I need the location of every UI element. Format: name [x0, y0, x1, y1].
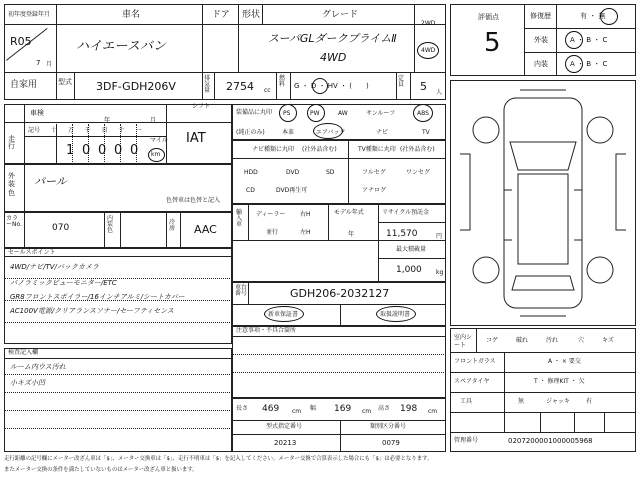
type-no-label: 型式指定番号: [266, 423, 303, 430]
spare-label: スペアタイヤ: [454, 378, 490, 385]
equipment-sub-label: (純正のみ): [236, 129, 265, 136]
footer-note-2: またメーター交換の条件を満たしていないものはメーター改ざん車と扱います。: [4, 467, 198, 473]
displacement-unit: cc: [264, 87, 271, 94]
color-label: 外装色: [8, 172, 15, 197]
tv-note: (社外品含む): [400, 146, 435, 153]
shift-value: IAT: [186, 131, 206, 146]
jack-label: ジャッキ: [546, 398, 570, 405]
use-type: 自家用: [10, 80, 38, 90]
interior-detail-frame: [450, 328, 636, 452]
glass-label: フロントガラス: [454, 358, 496, 365]
color-no-value: 070: [52, 223, 70, 233]
car-name-value: ハイエースバン: [76, 39, 166, 54]
footer-note-1: 走行距離の記号欄にメーター改ざん車は「$」、メーター交換車は「$」、走行不明車は「$」を記入してください。メーター交換で合算表示した場合にも「$」は必要となります。: [4, 456, 433, 462]
class-no-label: 類別区分番号: [370, 423, 407, 430]
seat-item: 汚れ: [546, 337, 559, 344]
capacity-unit: 人: [436, 89, 443, 96]
max-load-label: 最大積載量: [396, 246, 427, 253]
import-right-hand: 右H: [300, 211, 311, 218]
height-value: 198: [400, 404, 418, 414]
repair-none-circle: [600, 8, 618, 25]
seat-label: 室内シート: [454, 334, 473, 349]
length-value: 469: [262, 404, 280, 414]
reg-era-year: R05: [10, 35, 32, 48]
mgmt-label: 管理番号: [454, 437, 479, 444]
exterior-label: 外装: [534, 36, 548, 44]
mileage-label: 走行: [8, 135, 15, 150]
owner-manual: 取扱説明書: [380, 311, 411, 318]
mileage-digit: 0: [114, 143, 123, 158]
equip-item: サンルーフ: [366, 110, 396, 117]
recycle-value: 11,570: [386, 229, 418, 239]
displacement-value: 2754: [226, 80, 254, 93]
mgmt-value: 0207200001000005968: [508, 437, 593, 445]
vin-value: GDH206-2032127: [290, 287, 390, 300]
recycle-label: リサイクル預託金: [382, 209, 430, 216]
inspection-year-unit: 年: [104, 117, 111, 124]
shape-label: 形状: [242, 10, 261, 20]
length-unit: cm: [292, 408, 302, 415]
mileage-digit: 0: [82, 143, 91, 158]
inspection-label: 車検: [30, 109, 44, 117]
car-diagram: [450, 80, 636, 326]
tv-item: フルセグ: [362, 169, 386, 176]
seat-item: コゲ: [486, 337, 499, 344]
sales-point-line: パノラミックビューモニター/ETC: [10, 279, 117, 287]
jack-value: 有: [586, 398, 593, 405]
grade-label: グレード: [322, 10, 359, 20]
height-label: 高さ: [378, 405, 391, 412]
interior-options: A ・ B ・ C: [570, 60, 608, 68]
equip-item: PW: [310, 110, 320, 117]
trim-label: 内装色: [107, 215, 114, 234]
interior-label: 内装: [534, 60, 548, 68]
length-label: 長さ: [236, 405, 249, 412]
mileage-mile-unit: マイル: [150, 137, 168, 144]
exterior-options: A ・ B ・ C: [570, 36, 608, 44]
seat-item: 破れ: [516, 337, 529, 344]
repair-options: 有 ・ 無: [580, 12, 606, 20]
import-dealer: ディーラー: [256, 211, 286, 218]
seat-item: 穴: [578, 337, 585, 344]
navi-item: DVD再生可: [276, 187, 308, 194]
model-year-label: モデル年式: [334, 209, 364, 216]
equip-item: AW: [338, 110, 348, 117]
equip-item: ナビ: [376, 129, 389, 136]
mileage-digit: 0: [130, 143, 139, 158]
glass-value: A ・ × 要交: [548, 358, 581, 365]
vin-label: 車台番号: [235, 284, 248, 297]
shift-label: シフト: [192, 103, 211, 110]
capacity-label: 定員: [398, 75, 405, 88]
equip-item: PS: [283, 110, 291, 117]
mileage-col-headings: 記号 十 万 千 百 十 一: [28, 127, 142, 134]
recycle-unit: 円: [436, 233, 443, 240]
navi-item: DVD: [286, 169, 300, 176]
sales-point-line: AC100V電源/クリアランスソナー/セーフティセンス: [10, 307, 174, 315]
width-label: 幅: [310, 405, 317, 412]
score-label: 評価点: [478, 13, 499, 21]
width-unit: cm: [362, 408, 372, 415]
tools-value: 無: [518, 398, 525, 405]
model-year-unit: 年: [348, 231, 355, 238]
displacement-label: 排気量: [204, 75, 211, 94]
capacity-value: 5: [420, 80, 427, 93]
color-frame: [4, 164, 232, 212]
max-load-value: 1,000: [396, 265, 422, 275]
navi-item: HDD: [244, 169, 258, 176]
score-value: 5: [484, 28, 501, 58]
mileage-digit: 0: [98, 143, 107, 158]
fuel-diesel-circle: [312, 78, 328, 94]
reg-month-unit: 月: [46, 61, 53, 68]
inspector-line: ルーム内ウス汚れ: [10, 363, 66, 371]
ac-value: AAC: [194, 223, 217, 236]
class-no-value: 0079: [382, 439, 400, 447]
tv-item: ワンセグ: [406, 169, 431, 176]
repair-label: 修復歴: [530, 12, 551, 20]
equipment-label: 装備品に丸印: [236, 109, 273, 116]
grade-line1: スーパGLダークプライムⅡ: [268, 32, 397, 45]
model-code: 3DF-GDH206V: [96, 80, 176, 93]
navi-title: ナビ種類に丸印: [252, 146, 295, 153]
car-name-label: 車名: [122, 10, 141, 20]
color-no-label: カラーNo.: [6, 215, 22, 228]
door-label: ドア: [212, 10, 230, 20]
new-car-certificate: 新車保証書: [268, 311, 299, 318]
inspector-line: 小キズ小凹: [10, 379, 45, 387]
import-parallel: 並行: [266, 229, 279, 236]
inspection-month-unit: 月: [150, 117, 157, 124]
color-repaint-note: 色替車は色替と記入: [166, 197, 221, 204]
exterior-a-circle: [565, 31, 583, 49]
sales-points-label: セールスポイント: [8, 249, 56, 256]
equip-item: 本革: [282, 129, 295, 136]
navi-item: SD: [326, 169, 335, 176]
model-label: 型式: [58, 78, 72, 86]
import-label: 輸入車: [236, 209, 243, 228]
inspector-label: 検査記入欄: [8, 349, 39, 356]
color-value: パール: [34, 175, 67, 188]
mileage-km-unit: km: [151, 151, 161, 158]
grade-line2: 4WD: [320, 51, 347, 64]
spare-value: T ・ 修理KIT ・ 欠: [534, 378, 585, 385]
equip-item: ABS: [417, 110, 429, 117]
fuel-options: G ・ D ・ HV ・ ( ): [294, 82, 369, 90]
height-unit: cm: [428, 408, 438, 415]
sales-point-line: GR8フロントスポイラー/16インチアルミ/シートカバー: [10, 293, 185, 301]
import-left-hand: 左H: [300, 229, 311, 236]
width-value: 169: [334, 404, 352, 414]
type-no-value: 20213: [274, 439, 297, 447]
fuel-label: 燃料: [279, 75, 286, 88]
equip-item: エアバック: [316, 129, 346, 136]
navi-note: (社外品含む): [302, 146, 337, 153]
first-reg-label: 初年度登録年月: [8, 11, 51, 18]
equip-item: TV: [422, 129, 430, 136]
sales-point-line: 4WD/ナビ/TV/バックカメラ: [10, 263, 99, 271]
tv-title: TV種類に丸印: [358, 146, 396, 153]
interior-a-circle: [565, 55, 583, 73]
notes-label: 注意事項・不具合箇所: [236, 327, 297, 334]
reg-month: 7: [36, 59, 41, 67]
mileage-digit: 1: [66, 143, 75, 158]
tv-item: アナログ: [362, 187, 387, 194]
tools-label: 工具: [460, 398, 473, 405]
navi-item: CD: [246, 187, 255, 194]
max-load-unit: kg: [436, 269, 444, 276]
seat-item: キズ: [602, 337, 614, 344]
ac-label: 冷房: [169, 219, 176, 232]
drive-4wd-label: 4WD: [421, 47, 436, 54]
drive-2wd-label: 2WD: [421, 20, 436, 27]
